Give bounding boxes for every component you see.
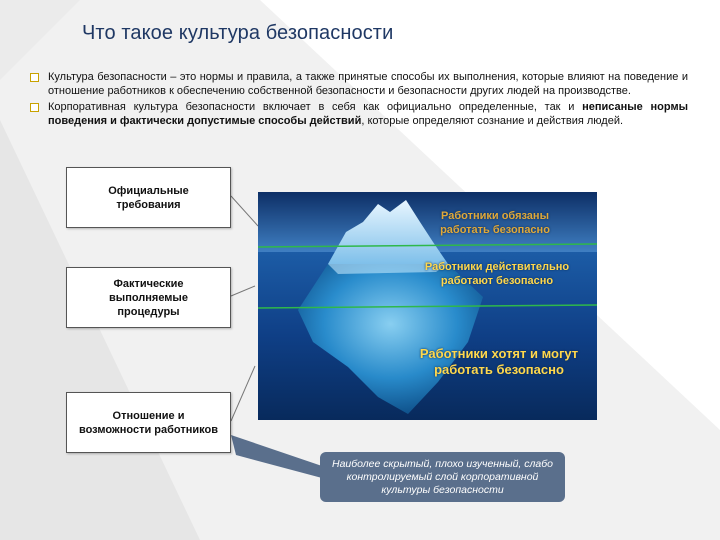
callout-note: Наиболее скрытый, плохо изученный, слабо контролируемый слой корпоративной культуры безопасности xyxy=(320,452,565,502)
iceberg-label-top: Работники обязаны работать безопасно xyxy=(440,210,550,236)
bullet-text-2-end: , которые определяют сознание и действия людей. xyxy=(361,115,624,127)
bullet-text-2-bold: неписаные нормы поведения и фактически допустимые способы действий xyxy=(48,101,689,127)
box-attitude-capabilities: Отношение и возможности работников xyxy=(66,392,231,453)
page-title: Что такое культура безопасности xyxy=(82,22,394,44)
bullet-text-2-start: Корпоративная культура безопасности включает в себя как официально определенные, так и xyxy=(48,101,583,113)
box-official-requirements: Официальные требования xyxy=(66,167,231,228)
box-actual-procedures: Фактические выполняемые процедуры xyxy=(66,267,231,328)
bullet-text-1: Культура безопасности – это нормы и правила, а также принятые способы их выполнения, которые влияют на поведение и отношение работников к обеспечению собственной безопасности и безопасности других людей на производстве. xyxy=(48,71,688,97)
iceberg-label-bottom: Работники хотят и могут работать безопасно xyxy=(419,346,579,377)
iceberg-label-middle: Работники действительно работают безопасно xyxy=(424,261,570,287)
